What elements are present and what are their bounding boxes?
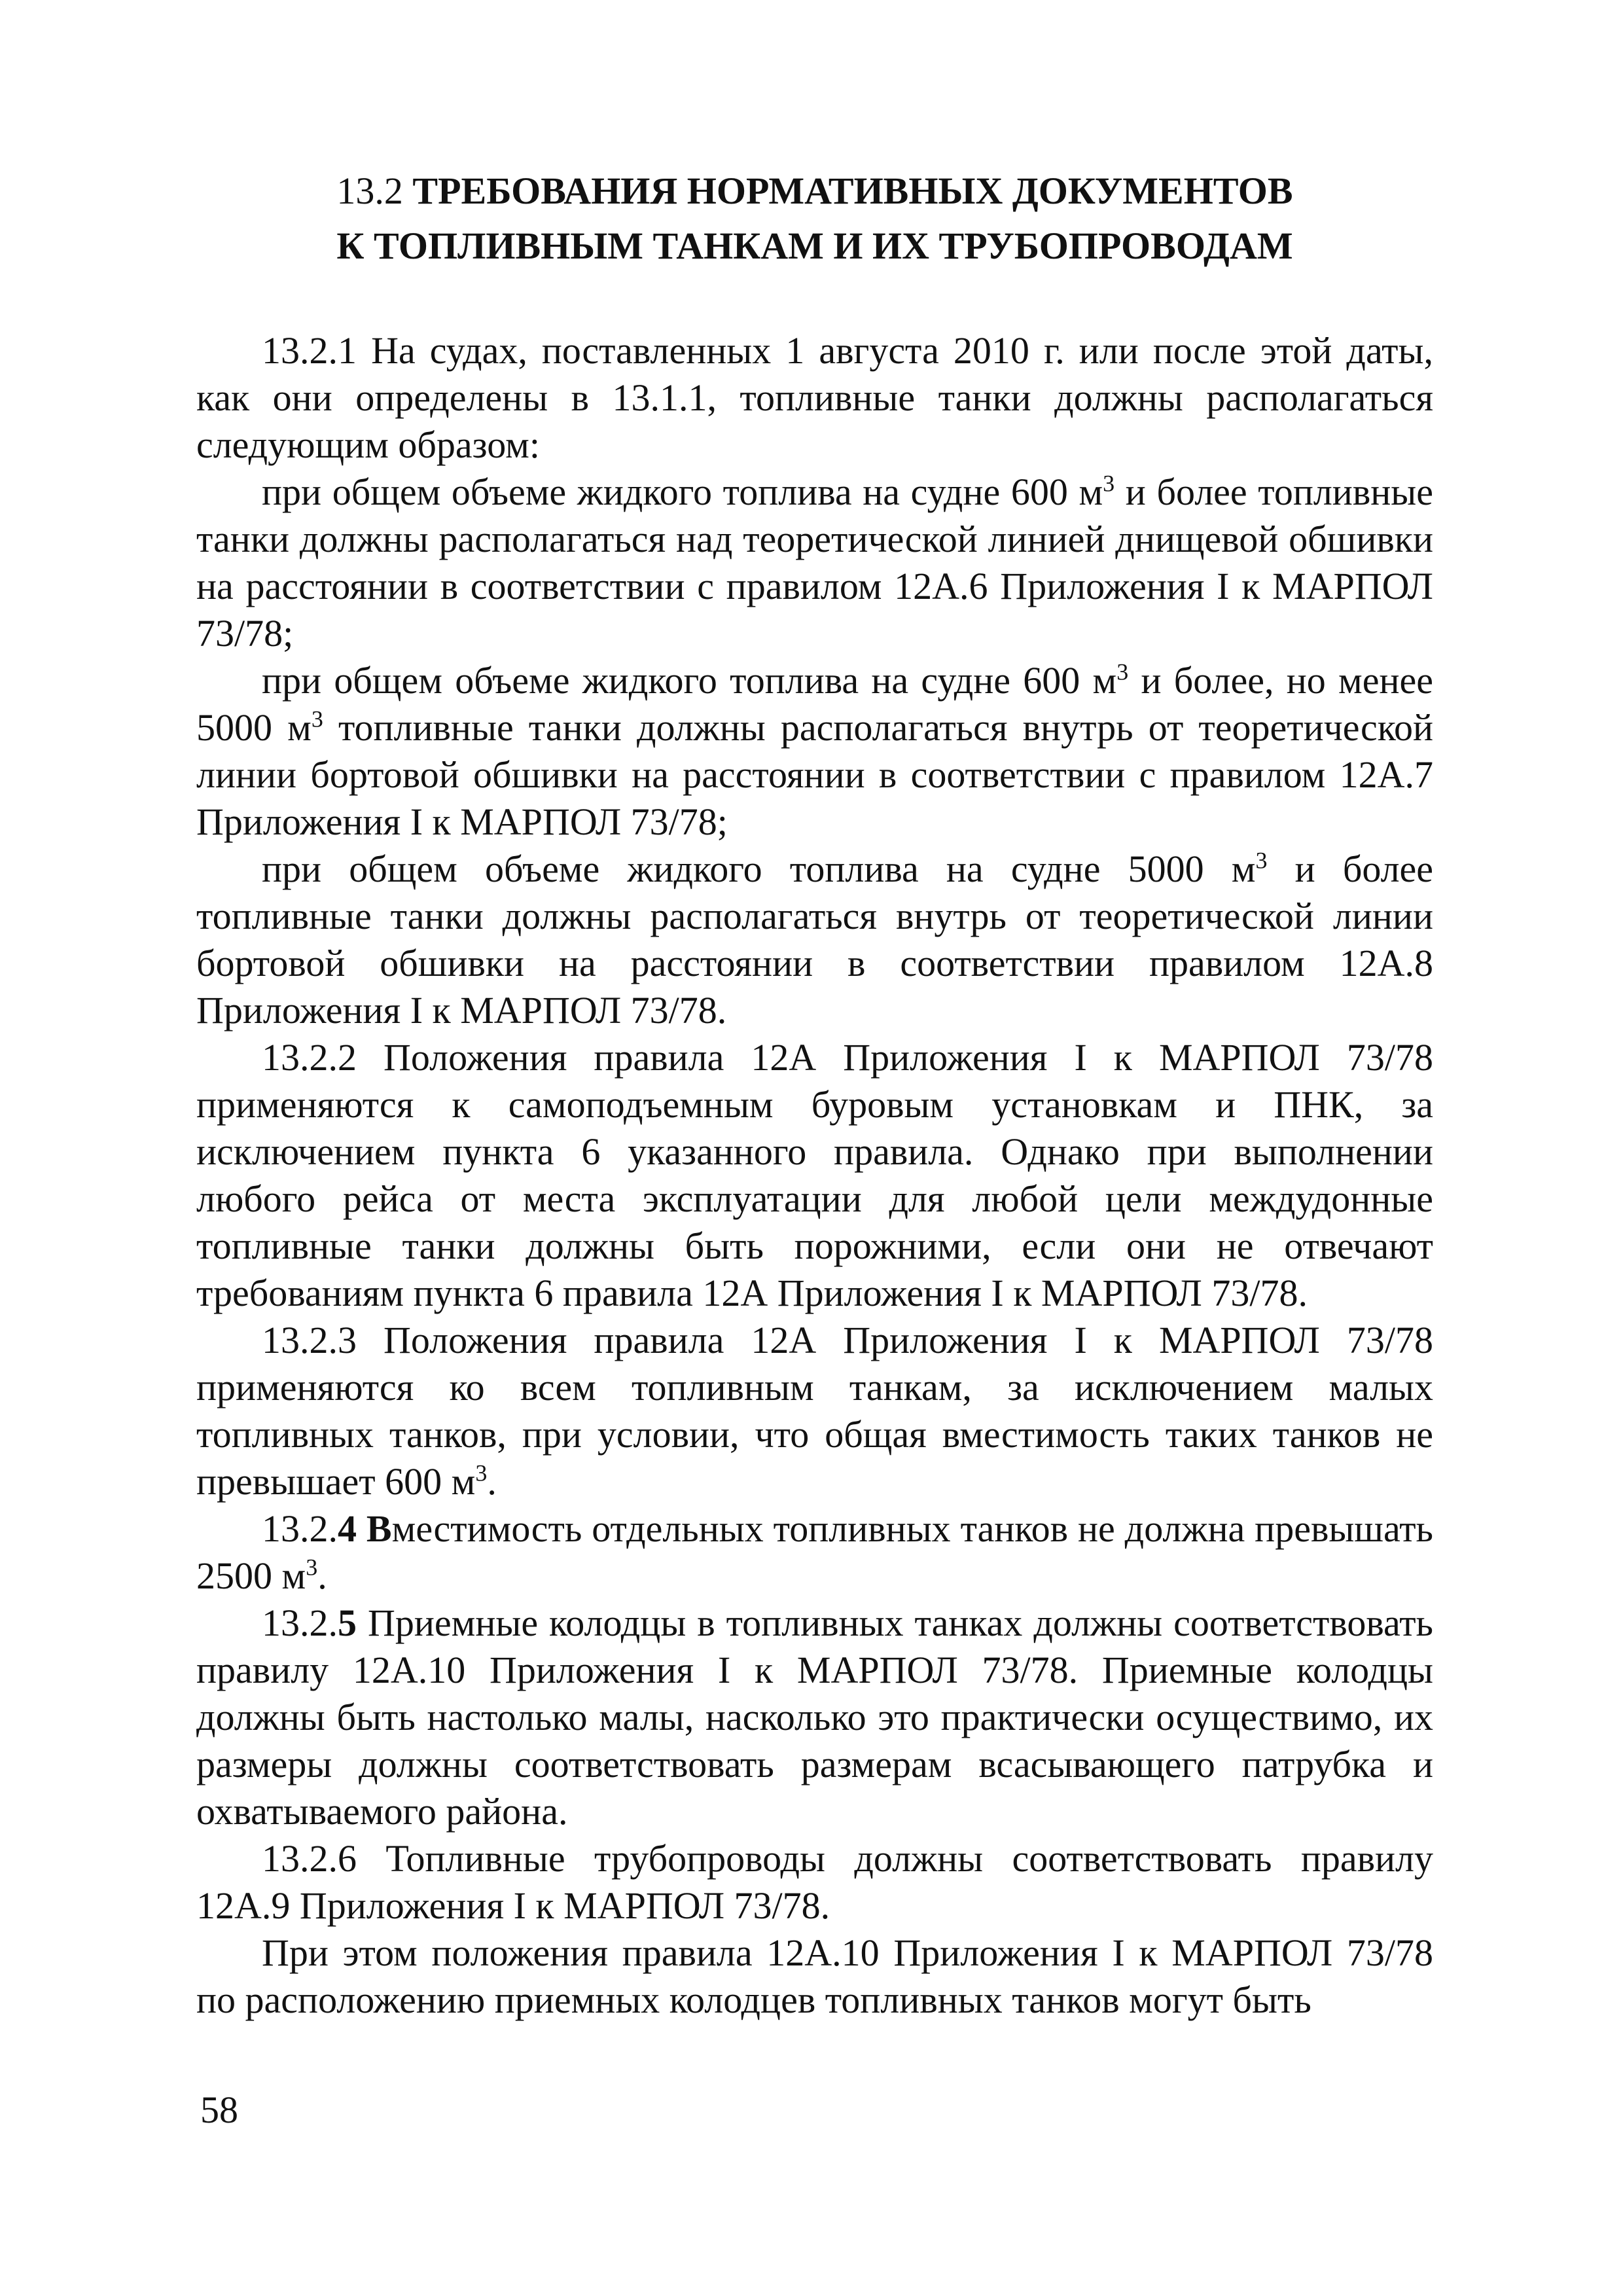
paragraph-continuation: При этом положения правила 12А.10 Приложения I к МАРПОЛ 73/78 по расположению приемных колодцев топливных танков могут быть	[196, 1931, 1433, 2021]
paragraph-text: .	[487, 1460, 497, 1503]
paragraph-number: 13.2.	[262, 1602, 338, 1644]
paragraph-text: при общем объеме жидкого топлива на судне 5000 м	[262, 848, 1256, 890]
paragraph-text: и более, но менее 5000 м	[196, 659, 1433, 749]
paragraph-item-600	[196, 469, 1433, 657]
paragraph-text: местимость отдельных топливных танков не должна превышать 2500 м	[196, 1507, 1433, 1597]
superscript-3: 3	[1103, 470, 1115, 497]
paragraph-item-600-5000	[196, 657, 1433, 846]
paragraph-13-2-4	[196, 1505, 1433, 1600]
section-heading	[196, 164, 1433, 274]
paragraph-number-bold: 5	[338, 1602, 357, 1644]
paragraph-text: 13.2.3 Положения правила 12А Приложения I к МАРПОЛ 73/78 применяются ко всем топливным танкам, за исключением малых топливных танков, при условии, что общая вместимость таких танков не превышает 600 м	[196, 1319, 1433, 1503]
paragraph-text: Приемные колодцы в топливных танках должны соответствовать правилу 12А.10 Приложения I к МАРПОЛ 73/78. Приемные колодцы должны быть настолько малы, насколько это практически осуществимо, их размеры должны соответствовать размерам всасывающего патрубка и охватываемого района.	[196, 1602, 1433, 1833]
paragraph-text: топливные танки должны располагаться внутрь от теоретической линии бортовой обшивки на расстоянии в соответствии с правилом 12А.7 Приложения I к МАРПОЛ 73/78;	[196, 706, 1434, 843]
page-number: 58	[200, 2089, 238, 2131]
superscript-3: 3	[311, 706, 323, 732]
paragraph-13-2-5	[196, 1600, 1433, 1835]
paragraph-text: .	[317, 1554, 327, 1597]
paragraph-number: 13.2.	[262, 1507, 338, 1550]
heading-number: 13.2	[336, 170, 403, 212]
paragraph-item-5000	[196, 846, 1433, 1034]
heading-text-1: ТРЕБОВАНИЯ НОРМАТИВНЫХ ДОКУМЕНТОВ	[412, 170, 1293, 212]
page-body	[196, 164, 1433, 2024]
heading-line-1	[196, 164, 1433, 219]
heading-line-2: К ТОПЛИВНЫМ ТАНКАМ И ИХ ТРУБОПРОВОДАМ	[336, 224, 1293, 267]
paragraph-13-2-6: 13.2.6 Топливные трубопроводы должны соответствовать правилу 12А.9 Приложения I к МАРПОЛ 73/78.	[196, 1837, 1433, 1927]
paragraph-text: при общем объеме жидкого топлива на судне 600 м	[262, 659, 1117, 702]
paragraph-text: и более топливные танки должны располагаться внутрь от теоретической линии бортовой обшивки на расстоянии в соответствии правилом 12А.8 Приложения I к МАРПОЛ 73/78.	[196, 848, 1433, 1031]
paragraph-13-2-3	[196, 1317, 1433, 1505]
paragraph-13-2-1: 13.2.1 На судах, поставленных 1 августа 2010 г. или после этой даты, как они определены в 13.1.1, топливные танки должны располагаться следующим образом:	[196, 329, 1433, 466]
paragraph-text: при общем объеме жидкого топлива на судне 600 м	[262, 471, 1103, 513]
paragraph-13-2-2: 13.2.2 Положения правила 12А Приложения I к МАРПОЛ 73/78 применяются к самоподъемным буровым установкам и ПНК, за исключением пункта 6 указанного правила. Однако при выполнении любого рейса от места эксплуатации для любой цели междудонные топливные танки должны быть порожними, если они не отвечают требованиям пункта 6 правила 12А Приложения I к МАРПОЛ 73/78.	[196, 1036, 1433, 1314]
superscript-3: 3	[306, 1554, 318, 1581]
superscript-3: 3	[1255, 847, 1268, 874]
paragraph-text: и более топливные танки должны располагаться над теоретической линией днищевой обшивки на расстоянии в соответствии с правилом 12А.6 Приложения I к МАРПОЛ 73/78;	[196, 471, 1433, 655]
superscript-3: 3	[1116, 658, 1129, 685]
superscript-3: 3	[475, 1460, 488, 1486]
paragraph-number-bold: 4 В	[338, 1507, 392, 1550]
